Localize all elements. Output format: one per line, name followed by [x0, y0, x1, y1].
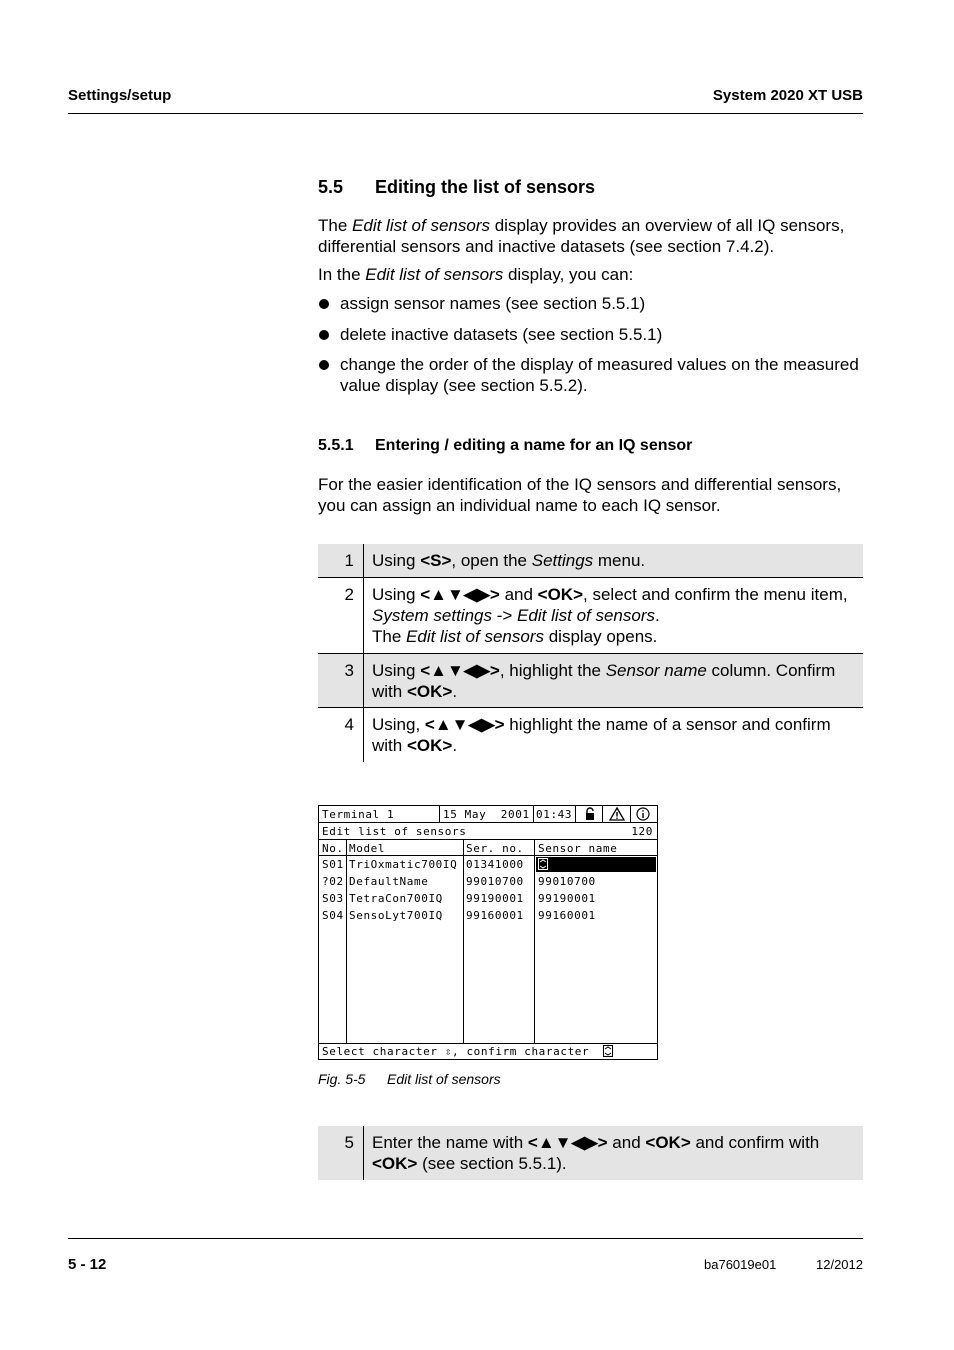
step-divider: [363, 578, 364, 653]
subsection-number: 5.5.1: [318, 437, 354, 454]
screen-terminal: Terminal 1: [322, 808, 395, 821]
screen-date: 15 May 2001: [443, 808, 530, 821]
lock-icon: [583, 807, 597, 821]
doc-number: ba76019e01: [704, 1257, 777, 1272]
row-sensor-name: 99160001: [538, 909, 596, 922]
doc-date: 12/2012: [816, 1257, 863, 1272]
step-row: [318, 707, 863, 762]
row-no: ?02: [322, 875, 344, 888]
row-model: SensoLyt700IQ: [349, 909, 443, 922]
step-divider: [363, 1126, 364, 1180]
row-sensor-name: 99190001: [538, 892, 596, 905]
column-header-no: No.: [322, 842, 344, 855]
step-number: 5: [344, 1133, 354, 1152]
screen-divider: [630, 806, 631, 822]
cursor-icon: [538, 858, 548, 870]
screen-rule: [319, 839, 657, 840]
step-text: Using <S>, open the Settings menu.: [372, 551, 646, 570]
selected-sensor-name-cell[interactable]: [536, 857, 656, 872]
step-row: [318, 544, 863, 577]
step-number: 4: [344, 715, 354, 734]
info-icon: [636, 807, 650, 821]
screen-rule: [319, 1043, 657, 1044]
row-sensor-name: 99010700: [538, 875, 596, 888]
section-number: 5.5: [318, 177, 344, 197]
step-text: Using <▲▼◀▶> and <OK>, select and confirm the menu item, System settings -> Edit list of sensors. The Edit list of sensors display opens.: [372, 585, 848, 646]
step-number: 3: [344, 661, 354, 680]
screen-divider: [439, 806, 440, 822]
step-row: [318, 1126, 863, 1180]
section-heading: [318, 177, 596, 198]
screen-rule: [319, 822, 657, 823]
step-text: Enter the name with <▲▼◀▶> and <OK> and confirm with <OK> (see section 5.5.1).: [372, 1133, 820, 1173]
step-divider: [363, 654, 364, 708]
column-divider: [463, 839, 464, 1043]
row-no: S03: [322, 892, 344, 905]
section-intro: The Edit list of sensors display provides an overview of all IQ sensors, differential sensors and inactive datasets (see section 7.4.2).: [318, 216, 845, 256]
column-header-ser-no: Ser. no.: [466, 842, 524, 855]
device-screen: [318, 805, 658, 1060]
row-no: S04: [322, 909, 344, 922]
screen-title: Edit list of sensors: [322, 825, 467, 838]
step-number: 2: [344, 585, 354, 604]
section-can: In the Edit list of sensors display, you can:: [318, 265, 634, 284]
column-divider: [534, 839, 535, 1043]
row-no: S01: [322, 858, 344, 871]
column-header-model: Model: [349, 842, 386, 855]
figure-label: Fig. 5-5: [318, 1071, 366, 1087]
page-number: 5 - 12: [68, 1256, 107, 1273]
screen-divider: [575, 806, 576, 822]
row-model: DefaultName: [349, 875, 429, 888]
row-model: TriOxmatic700IQ: [349, 858, 458, 871]
step-text: Using, <▲▼◀▶> highlight the name of a sensor and confirm with <OK>.: [372, 715, 831, 755]
bullet-dot-icon: [319, 299, 329, 309]
screen-rule: [319, 855, 657, 856]
section-title: Editing the list of sensors: [375, 177, 596, 197]
row-ser: 99160001: [466, 909, 524, 922]
step-divider: [363, 544, 364, 577]
step-number: 1: [344, 551, 354, 570]
row-model: TetraCon700IQ: [349, 892, 443, 905]
ok-key-icon: [603, 1045, 613, 1057]
screen-time: 01:43: [536, 808, 573, 821]
column-divider: [346, 839, 347, 1043]
step-row: [318, 577, 863, 653]
column-header-sensor-name: Sensor name: [538, 842, 618, 855]
row-ser: 01341000: [466, 858, 524, 871]
screen-divider: [533, 806, 534, 822]
screen-divider: [602, 806, 603, 822]
warning-icon: [609, 807, 625, 821]
subsection-heading: [318, 437, 693, 455]
header-section-title: Settings/setup: [68, 87, 172, 104]
step-divider: [363, 708, 364, 762]
subsection-intro: For the easier identification of the IQ sensors and differential sensors, you can assign an individual name to each IQ sensor.: [318, 475, 842, 515]
header-product-name: System 2020 XT USB: [712, 87, 863, 104]
header-rule: [68, 113, 863, 114]
row-ser: 99190001: [466, 892, 524, 905]
step-text: Using <▲▼◀▶>, highlight the Sensor name column. Confirm with <OK>.: [372, 661, 836, 701]
bullet-dot-icon: [319, 360, 329, 370]
figure-caption: Edit list of sensors: [387, 1071, 501, 1087]
subsection-title: Entering / editing a name for an IQ sensor: [375, 437, 693, 454]
row-ser: 99010700: [466, 875, 524, 888]
footer-rule: [68, 1238, 863, 1239]
bullet-dot-icon: [319, 330, 329, 340]
step-row: [318, 653, 863, 708]
screen-code: 120: [631, 825, 653, 838]
screen-status: Select character ⇳, confirm character: [322, 1045, 590, 1058]
